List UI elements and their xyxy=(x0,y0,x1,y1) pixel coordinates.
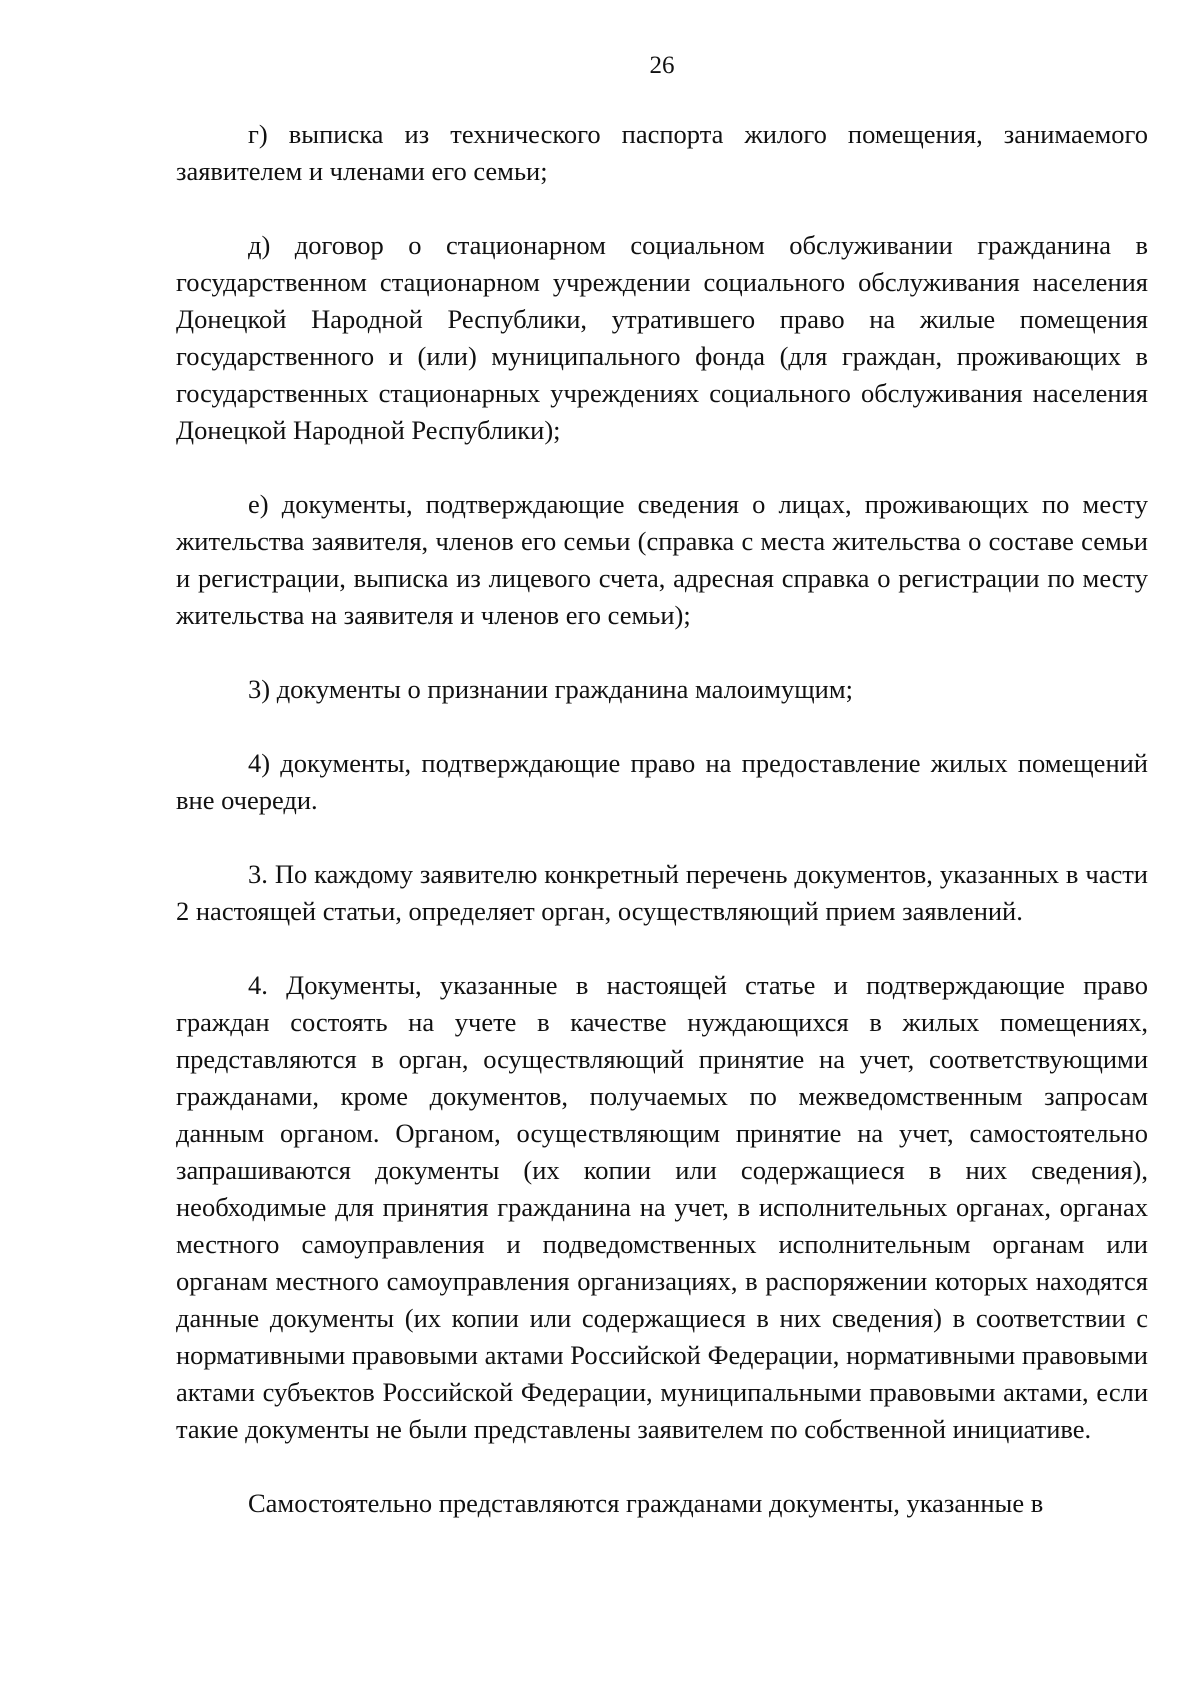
paragraph-item-e: е) документы, подтверждающие сведения о лицах, проживающих по месту жительства заявителя, членов его семьи (справка с места жительства о составе семьи и регистрации, выписка из лицевого счета, адресная справка о регистрации по месту жительства на заявителя и членов его семьи); xyxy=(176,489,1148,630)
paragraph-item-4: 4) документы, подтверждающие право на предоставление жилых помещений вне очереди. xyxy=(176,748,1148,815)
paragraph-item-3: 3) документы о признании гражданина малоимущим; xyxy=(248,674,853,704)
document-body xyxy=(176,116,1148,1522)
paragraph-item-g: г) выписка из технического паспорта жилого помещения, занимаемого заявителем и членами его семьи; xyxy=(176,119,1148,186)
paragraph-item-d: д) договор о стационарном социальном обслуживании гражданина в государственном стационарном учреждении социального обслуживания населения Донецкой Народной Республики, утратившего право на жилые помещения государственного и (или) муниципального фонда (для граждан, проживающих в государственных стационарных учреждениях социального обслуживания населения Донецкой Народной Республики); xyxy=(176,230,1148,445)
paragraph-part-4: 4. Документы, указанные в настоящей статье и подтверждающие право граждан состоять на учете в качестве нуждающихся в жилых помещениях, представляются в орган, осуществляющий принятие на учет, соответствующими гражданами, кроме документов, получаемых по межведомственным запросам данным органом. Органом, осуществляющим принятие на учет, самостоятельно запрашиваются документы (их копии или содержащиеся в них сведения), необходимые для принятия гражданина на учет, в исполнительных органах, органах местного самоуправления и подведомственных исполнительным органам или органам местного самоуправления организациях, в распоряжении которых находятся данные документы (их копии или содержащиеся в них сведения) в соответствии с нормативными правовыми актами Российской Федерации, нормативными правовыми актами субъектов Российской Федерации, муниципальными правовыми актами, если такие документы не были представлены заявителем по собственной инициативе. xyxy=(176,970,1148,1444)
paragraph-part-3: 3. По каждому заявителю конкретный перечень документов, указанных в части 2 настоящей статьи, определяет орган, осуществляющий прием заявлений. xyxy=(176,859,1148,926)
page-number: 26 xyxy=(649,52,675,79)
paragraph-continuation: Самостоятельно представляются гражданами документы, указанные в xyxy=(248,1488,1044,1518)
